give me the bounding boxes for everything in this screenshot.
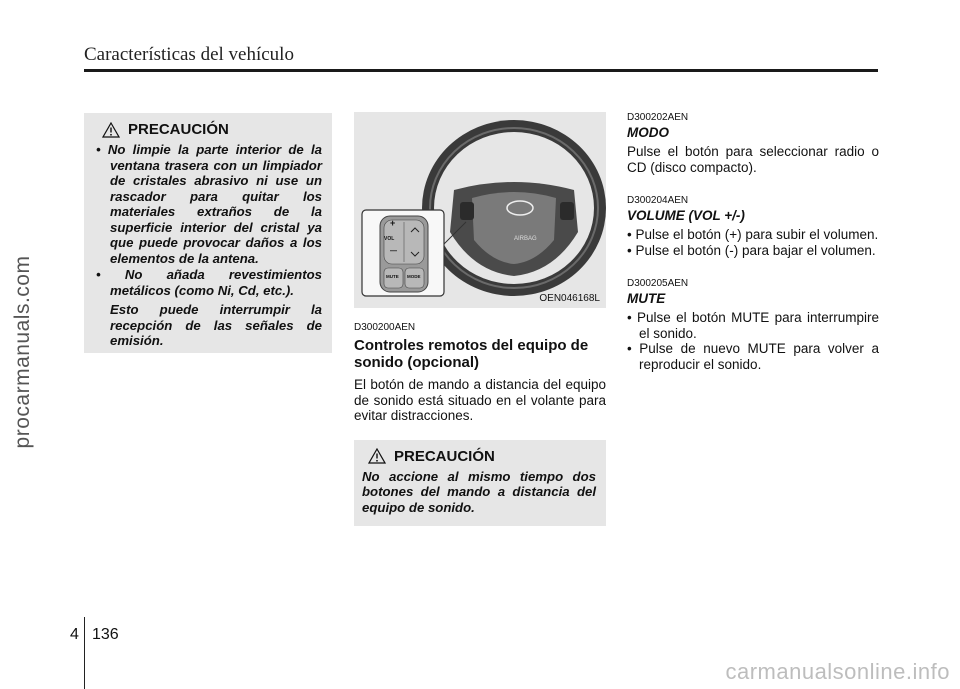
mute-label: MUTE xyxy=(386,274,399,279)
page-number: 136 xyxy=(92,626,119,643)
mode-label: MODE xyxy=(407,274,421,279)
side-watermark: procarmanuals.com xyxy=(11,255,34,449)
section-title: Controles remotos del equipo de sonido (opcional) xyxy=(354,337,589,371)
volume-heading: VOLUME (VOL +/-) xyxy=(627,208,745,223)
mute-bullet: • Pulse el botón MUTE para interrumpire el sonido. xyxy=(627,310,879,341)
volume-bullet: • Pulse el botón (+) para subir el volumen. xyxy=(627,227,879,242)
caution-box-antenna xyxy=(84,113,332,353)
footer-watermark: carmanualsonline.info xyxy=(725,659,950,684)
caution-title xyxy=(102,121,322,138)
section-code: D300205AEN xyxy=(627,278,689,289)
header-rule xyxy=(84,69,878,72)
caution-title-text: PRECAUCIÓN xyxy=(394,447,495,465)
page-header-title: Características del vehículo xyxy=(84,44,294,65)
mode-heading: MODO xyxy=(627,125,669,140)
caution-title-text: PRECAUCIÓN xyxy=(128,121,229,138)
vol-label: VOL xyxy=(384,236,395,242)
warning-icon xyxy=(368,448,386,464)
vol-minus-label: — xyxy=(390,248,397,255)
column-right xyxy=(627,112,879,372)
chapter-number: 4 xyxy=(70,626,79,643)
caution-body: No accione al mismo tiempo dos botones del mando a distancia del equipo de sonido. xyxy=(362,468,596,515)
mute-bullets xyxy=(627,310,879,372)
volume-bullets xyxy=(627,227,879,258)
caution-box-buttons xyxy=(354,440,606,526)
steering-wheel-figure xyxy=(354,112,606,308)
volume-bullet: • Pulse el botón (-) para bajar el volumen. xyxy=(627,242,876,258)
caution-title xyxy=(368,448,596,465)
column-middle xyxy=(354,112,606,526)
mute-bullet: • Pulse de nuevo MUTE para volver a reproducir el sonido. xyxy=(627,341,879,372)
warning-icon xyxy=(102,122,120,138)
figure-code: OEN046168L xyxy=(539,293,600,304)
vol-plus-label: + xyxy=(390,218,396,228)
caution-item: • No añada revestimientos metálicos (como Ni, Cd, etc.). xyxy=(96,267,322,298)
svg-text:AIRBAG: AIRBAG xyxy=(514,236,537,242)
section-code: D300202AEN xyxy=(627,112,689,123)
section-body: El botón de mando a distancia del equipo de sonido está situado en el volante para evitar distracciones. xyxy=(354,377,606,423)
caution-list xyxy=(96,142,322,298)
caution-note: Esto puede interrumpir la recepción de las señales de emisión. xyxy=(110,302,322,348)
mode-body: Pulse el botón para seleccionar radio o CD (disco compacto). xyxy=(627,144,879,175)
section-code: D300204AEN xyxy=(627,195,689,206)
caution-item: • No limpie la parte interior de la ventana trasera con un limpiador de cristales abrasivo ni use un rascador para quitar los materiales extraños de la superficie interior del cristal ya que puede provocar daños a los elementos de la antena. xyxy=(96,142,322,266)
mute-heading: MUTE xyxy=(627,291,666,306)
section-code: D300200AEN xyxy=(354,322,416,333)
footer-separator xyxy=(84,617,85,689)
